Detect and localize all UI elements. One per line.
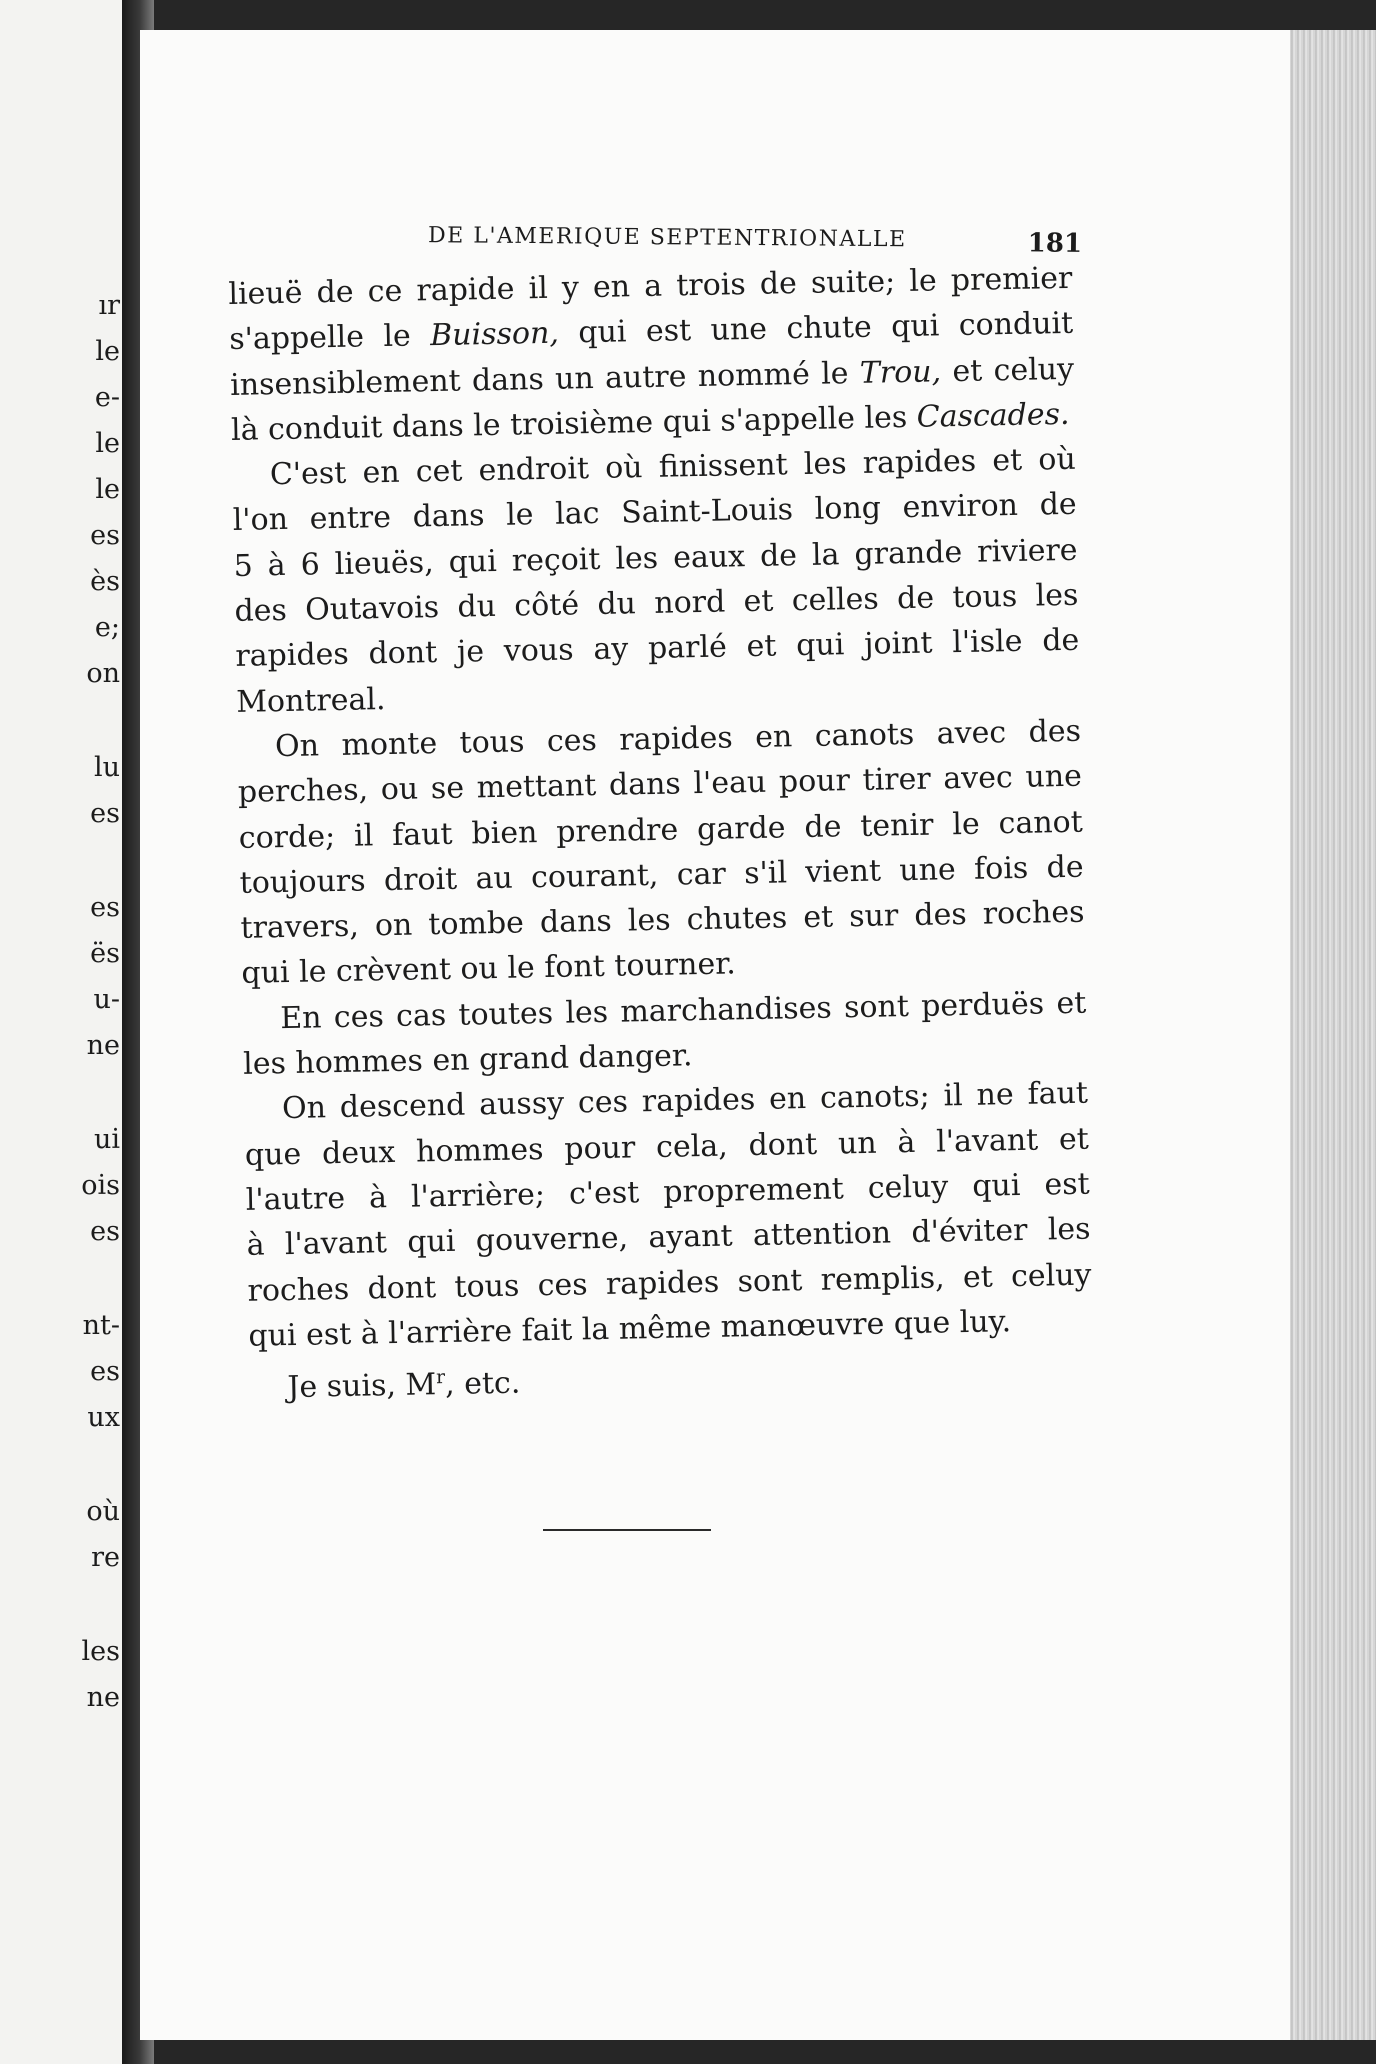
facing-page-fragment: nt- <box>82 1310 120 1341</box>
text-line: 5 à 6 lieuës, qui reçoit les eaux de la grande riviere <box>233 532 1078 584</box>
facing-page-fragment: le <box>95 336 120 367</box>
text-line: travers, on tombe dans les chutes et sur des roches <box>240 894 1085 947</box>
facing-page-fragment: on <box>86 658 120 689</box>
text-line: roches dont tous ces rapides sont remplis, et celuy <box>247 1257 1092 1309</box>
text-line: Je suis, $M^r$, etc. <box>287 1365 521 1406</box>
facing-page <box>0 0 128 2064</box>
text-line: On descend aussy ces rapides en canots; il ne faut <box>281 1075 1089 1127</box>
text-line: corde; il faut bien prendre garde de tenir le canot <box>238 804 1084 856</box>
facing-page-fragment: ux <box>87 1402 120 1433</box>
text-line: que deux hommes pour cela, dont un à l'avant et <box>244 1121 1090 1173</box>
text-line: C'est en cet endroit où finissent les rapides et où <box>269 441 1077 493</box>
text-line: perches, ou se mettant dans l'eau pour tirer avec une <box>237 758 1083 811</box>
section-rule <box>543 1529 711 1531</box>
facing-page-fragment: u- <box>93 984 120 1015</box>
page-number: 181 <box>1027 228 1083 259</box>
facing-page-fragment: ois <box>81 1170 120 1201</box>
text-line: insensiblement dans un autre nommé le Trou, et celuy <box>229 351 1075 403</box>
facing-page-fragment: es <box>90 1356 120 1387</box>
text-line: En ces cas toutes les marchandises sont perduës et <box>280 985 1087 1036</box>
text-line: des Outavois du côté du nord et celles de tous les <box>234 577 1079 630</box>
facing-page-fragment: es <box>90 798 120 829</box>
text-line: toujours droit au courant, car s'il vient une fois de <box>239 849 1084 901</box>
text-line: On monte tous ces rapides en canots avec des <box>274 713 1082 765</box>
facing-page-fragment: es <box>90 520 120 551</box>
facing-page-fragment: le <box>95 428 120 459</box>
text-line: qui le crèvent ou le font tourner. <box>241 946 737 992</box>
facing-page-fragment: es <box>90 892 120 923</box>
text-line: lieuë de ce rapide il y en a trois de suite; le premier <box>228 260 1073 312</box>
page-edges <box>1290 30 1376 2040</box>
facing-page-fragment: re <box>91 1542 120 1573</box>
facing-page-fragment: e; <box>94 612 120 643</box>
facing-page-fragment: es <box>90 1216 120 1247</box>
facing-page-fragment: où <box>86 1496 120 1527</box>
text-line: là conduit dans le troisième qui s'appelle les Cascades. <box>230 396 1070 448</box>
text-line: rapides dont je vous ay parlé et qui joint l'isle de <box>235 623 1080 675</box>
facing-page-fragment: e- <box>94 382 120 413</box>
text-line: l'autre à l'arrière; c'est proprement celuy qui est <box>245 1166 1091 1218</box>
facing-page-fragment: lu <box>93 752 120 783</box>
facing-page-fragment: ui <box>93 1124 120 1155</box>
text-line: les hommes en grand danger. <box>242 1038 693 1082</box>
facing-page-fragment: le <box>95 474 120 505</box>
running-head: DE L'AMERIQUE SEPTENTRIONALLE <box>427 223 907 253</box>
text-line: s'appelle le Buisson, qui est une chute qui conduit <box>228 306 1074 358</box>
body-text <box>228 256 1094 1404</box>
text-line: à l'avant qui gouverne, ayant attention d'éviter les <box>246 1211 1091 1264</box>
text-line: Montreal. <box>235 681 386 720</box>
text-line: qui est à l'arrière fait la même manœuvre que luy. <box>248 1303 1012 1354</box>
facing-page-fragment: ne <box>86 1682 120 1713</box>
facing-page-fragment: ès <box>90 566 120 597</box>
facing-page-fragment: ır <box>98 290 120 321</box>
text-line: l'on entre dans le lac Saint-Louis long environ de <box>232 487 1077 539</box>
facing-page-fragment: les <box>81 1636 120 1667</box>
facing-page-fragment: ës <box>90 938 120 969</box>
facing-page-fragment: ne <box>86 1030 120 1061</box>
